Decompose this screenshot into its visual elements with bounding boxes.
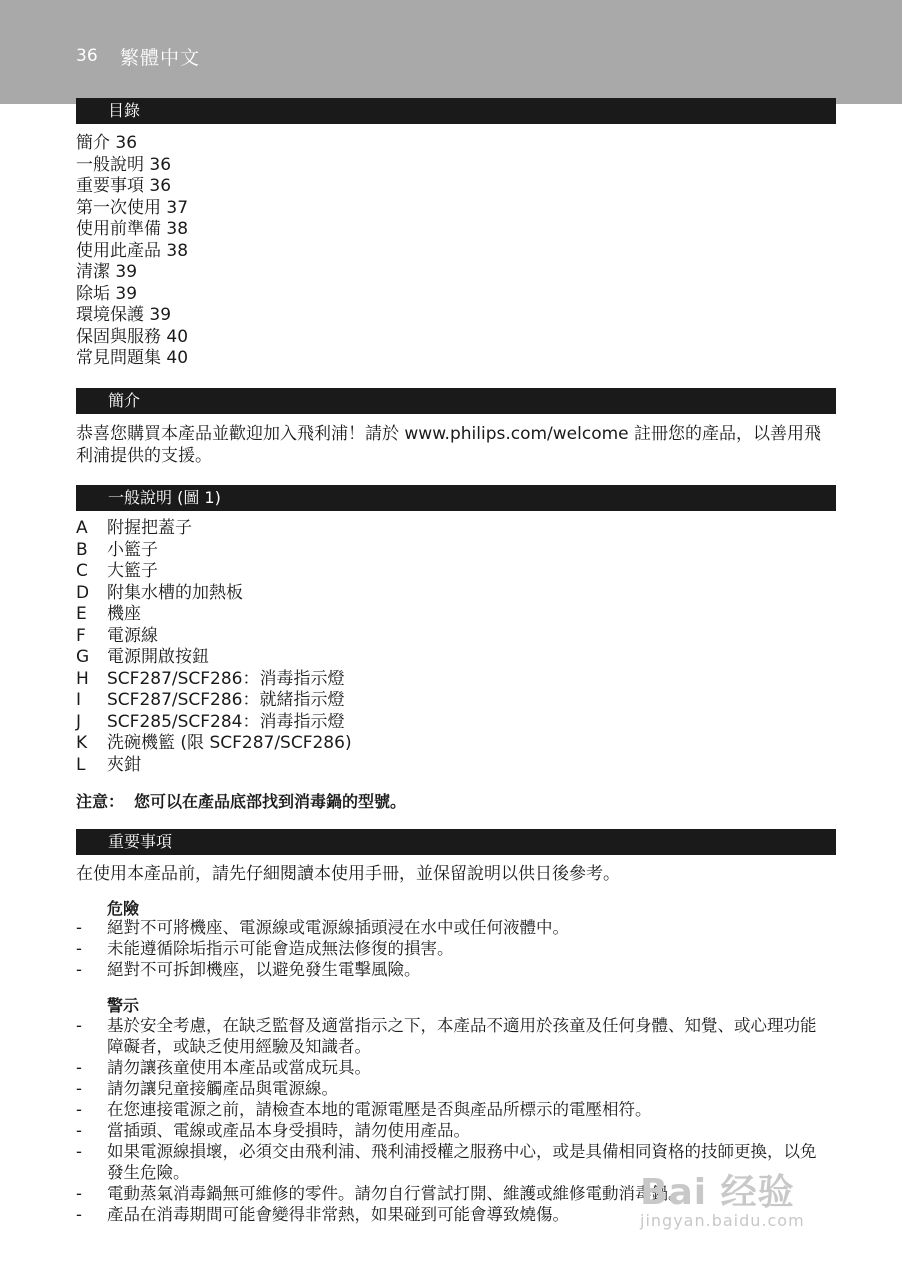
part-letter: C [76, 561, 88, 581]
warning-item-text: 請勿讓兒童接觸產品與電源線。 [107, 1079, 338, 1098]
note [76, 789, 406, 812]
note-label: 注意： [76, 792, 125, 811]
toc-item[interactable]: 使用此產品 38 [76, 240, 189, 261]
header-bar [0, 0, 902, 104]
danger-item: - 未能遵循除垢指示可能會造成無法修復的損害。 [76, 938, 836, 959]
watermark-logo: Bai 经验 [640, 1172, 795, 1213]
part-letter: F [76, 625, 86, 646]
toc-item[interactable]: 使用前準備 38 [76, 219, 189, 239]
danger-item: - 絕對不可將機座、電源線或電源線插頭浸在水中或任何液體中。 [76, 917, 836, 938]
page-number: 36 [76, 46, 98, 66]
danger-item-text: 絕對不可將機座、電源線或電源線插頭浸在水中或任何液體中。 [107, 918, 569, 937]
part-letter: G [76, 647, 90, 667]
part-letter: I [76, 690, 82, 710]
watermark-url: jingyan.baidu.com [640, 1211, 805, 1230]
warning-item: - 當插頭、電線或產品本身受損時，請勿使用產品。 [76, 1120, 836, 1141]
warning-item: - 基於安全考慮，在缺乏監督及適當指示之下，本產品不適用於孩童及任何身體、知覺、或心理功能障礙者，或缺乏使用經驗及知識者。 [76, 1015, 836, 1057]
warning-item-text: 如果電源線損壞，必須交由飛利浦、飛利浦授權之服務中心，或是具備相同資格的技師更換，以免發生危險。 [107, 1142, 817, 1182]
note-text: 您可以在產品底部找到消毒鍋的型號。 [134, 792, 407, 811]
part-item [76, 604, 352, 626]
section-header-general [76, 485, 836, 511]
part-item [76, 712, 352, 734]
part-item [76, 561, 352, 583]
toc-item[interactable]: 簡介 36 [76, 133, 138, 153]
part-letter: J [76, 711, 82, 732]
toc-item[interactable]: 除垢 39 [76, 283, 138, 304]
toc-item[interactable]: 環境保護 39 [76, 305, 172, 325]
part-text: 電源開啟按鈕 [107, 647, 209, 667]
section-title: 一般說明 (圖 1) [108, 488, 221, 507]
warning-item-text: 在您連接電源之前，請檢查本地的電源電壓是否與產品所標示的電壓相符。 [107, 1100, 652, 1119]
warning-item: - 電動蒸氣消毒鍋無可維修的零件。請勿自行嘗試打開、維護或維修電動消毒鍋。 [76, 1183, 836, 1204]
part-text: 附握把蓋子 [107, 518, 192, 538]
part-text: SCF287/SCF286：消毒指示燈 [107, 668, 345, 689]
parts-list [76, 518, 352, 776]
language-label: 繁體中文 [120, 47, 201, 69]
section-header-intro [76, 388, 836, 414]
part-item [76, 626, 352, 648]
warning-heading: 警示 [107, 996, 140, 1015]
section-header-important [76, 829, 836, 855]
warning-item-text: 電動蒸氣消毒鍋無可維修的零件。請勿自行嘗試打開、維護或維修電動消毒鍋。 [107, 1184, 685, 1203]
part-item [76, 755, 352, 777]
part-letter: H [76, 668, 89, 689]
part-letter: B [76, 539, 88, 560]
part-text: 小籃子 [107, 539, 158, 560]
warning-item: - 在您連接電源之前，請檢查本地的電源電壓是否與產品所標示的電壓相符。 [76, 1099, 836, 1120]
part-letter: K [76, 733, 88, 753]
part-item [76, 518, 352, 540]
part-text: 機座 [107, 604, 141, 624]
part-text: 電源線 [107, 625, 158, 646]
warning-item-text: 基於安全考慮，在缺乏監督及適當指示之下，本產品不適用於孩童及任何身體、知覺、或心理功能障礙者，或缺乏使用經驗及知識者。 [107, 1016, 817, 1056]
important-intro: 在使用本產品前，請先仔細閱讀本使用手冊，並保留說明以供日後參考。 [76, 864, 620, 884]
part-text: 夾鉗 [107, 754, 141, 775]
part-letter: D [76, 582, 90, 603]
part-item [76, 540, 352, 562]
toc-item[interactable]: 第一次使用 37 [76, 197, 189, 218]
toc-item[interactable]: 一般說明 36 [76, 154, 172, 175]
part-text: SCF285/SCF284：消毒指示燈 [107, 711, 345, 732]
warning-item-text: 當插頭、電線或產品本身受損時，請勿使用產品。 [107, 1121, 470, 1140]
part-item [76, 669, 352, 691]
warning-item: - 請勿讓兒童接觸產品與電源線。 [76, 1078, 836, 1099]
toc-item[interactable]: 重要事項 36 [76, 176, 172, 196]
part-text: 大籃子 [107, 561, 158, 581]
danger-list [76, 917, 836, 980]
toc-item[interactable]: 常見問題集 40 [76, 348, 189, 368]
danger-item-text: 未能遵循除垢指示可能會造成無法修復的損害。 [107, 939, 454, 958]
part-item [76, 733, 352, 755]
part-text: SCF287/SCF286：就緒指示燈 [107, 690, 345, 710]
part-letter: E [76, 604, 87, 624]
toc-item[interactable]: 清潔 39 [76, 262, 138, 282]
part-text: 洗碗機籃 (限 SCF287/SCF286) [107, 733, 352, 753]
toc-item[interactable]: 保固與服務 40 [76, 326, 189, 347]
part-item [76, 583, 352, 605]
part-letter: L [76, 754, 86, 775]
warning-item-text: 產品在消毒期間可能會變得非常熱，如果碰到可能會導致燒傷。 [107, 1205, 569, 1224]
section-title: 重要事項 [108, 832, 173, 851]
section-header-toc [76, 98, 836, 124]
part-item [76, 690, 352, 712]
part-text: 附集水槽的加熱板 [107, 582, 243, 603]
table-of-contents [76, 133, 188, 370]
section-title: 目錄 [108, 101, 141, 120]
warning-item-text: 請勿讓孩童使用本產品或當成玩具。 [107, 1058, 371, 1077]
intro-paragraph: 恭喜您購買本產品並歡迎加入飛利浦！請於 www.philips.com/welcome 註冊您的產品，以善用飛利浦提供的支援。 [76, 424, 822, 466]
part-letter: A [76, 518, 88, 538]
part-item [76, 647, 352, 669]
section-title: 簡介 [108, 391, 141, 410]
warning-item: - 請勿讓孩童使用本產品或當成玩具。 [76, 1057, 836, 1078]
danger-heading: 危險 [107, 899, 140, 918]
danger-item-text: 絕對不可拆卸機座，以避免發生電擊風險。 [107, 960, 421, 979]
danger-item: - 絕對不可拆卸機座，以避免發生電擊風險。 [76, 959, 836, 980]
watermark [640, 1164, 805, 1230]
warning-item: - 產品在消毒期間可能會變得非常熱，如果碰到可能會導致燒傷。 [76, 1204, 836, 1225]
warning-item: - 如果電源線損壞，必須交由飛利浦、飛利浦授權之服務中心，或是具備相同資格的技師更換，以免發生危險。 [76, 1141, 836, 1183]
